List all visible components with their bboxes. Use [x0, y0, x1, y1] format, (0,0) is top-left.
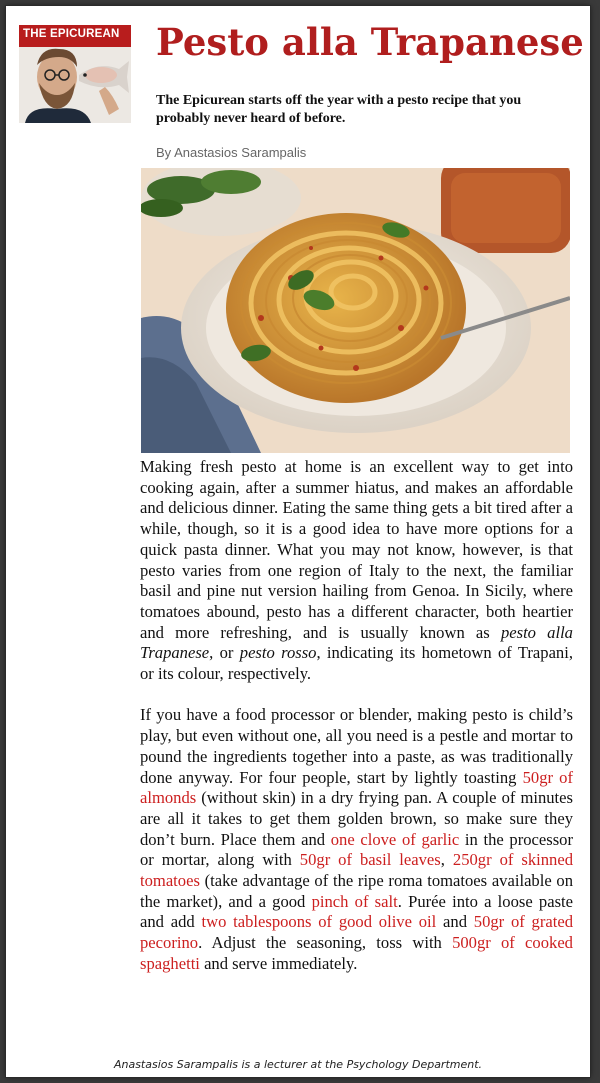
- text-run: If you have a food processor or blender, making pesto is child’s play, but even without one, all you need is a pestle and mortar to pound the ingredients together into a paste, as was traditionally done anyway. For four people, start by lightly toasting: [140, 705, 573, 787]
- hero-image: [141, 168, 570, 453]
- ingredient-tomatoes: 250gr of skinned tomatoes: [140, 850, 573, 891]
- article-body: [140, 457, 573, 995]
- text-run: in the processor or mortar, along with: [140, 829, 573, 870]
- ingredient-almonds: 50gr of almonds: [140, 767, 574, 808]
- italic-term: pesto alla Trapanese: [140, 622, 573, 663]
- paragraph-recipe: [140, 705, 573, 974]
- column-logo: [19, 25, 131, 123]
- text-run: and: [436, 912, 474, 932]
- text-run: , or: [209, 643, 240, 663]
- text-run: (without skin) in a dry frying pan. A couple of minutes are all it takes to get them golden brown, so make sure they don’t burn. Place them and: [140, 788, 573, 849]
- text-run: Making fresh pesto at home is an excellent way to get into cooking again, after a summer hiatus, and makes an affordable and delicious dinner. Eating the same thing gets a bit tired after a while, though, so it is a good idea to have more options for a quick pasta dinner. What you may not know, however, is that pesto varies from one region of Italy to the next, the familiar basil and pine nut version hailing from Genoa. In Sicily, where tomatoes abound, pesto has a different character, both heartier and more refreshing, and is usually known as: [140, 457, 573, 642]
- article-byline: By Anastasios Sarampalis: [156, 145, 307, 160]
- ingredient-pecorino: 50gr of grated pecorino: [140, 912, 574, 953]
- ingredient-garlic: one clove of garlic: [330, 829, 460, 849]
- text-run: . Purée into a loose paste and add: [140, 891, 574, 932]
- text-run: ,: [440, 850, 453, 870]
- text-run: . Adjust the seasoning, toss with: [198, 933, 453, 953]
- text-run: , indicating its hometown of Trapani, or its colour, respectively.: [140, 643, 573, 684]
- article-title: Pesto alla Trapanese: [156, 20, 584, 64]
- article-subtitle: The Epicurean starts off the year with a pesto recipe that you probably never heard of before.: [156, 93, 522, 126]
- article-page: [6, 6, 590, 1077]
- spaghetti-pesto-illustration: [141, 168, 570, 453]
- ingredient-basil: 50gr of basil leaves: [299, 850, 441, 870]
- text-run: (take advantage of the ripe roma tomatoes available on the market), and a good: [140, 871, 573, 911]
- column-name: THE EPICUREAN: [23, 28, 120, 40]
- text-run: and serve immediately.: [199, 953, 358, 973]
- ingredient-olive-oil: two tablespoons of good olive oil: [201, 912, 437, 932]
- ingredient-spaghetti: 500gr of cooked spaghetti: [140, 933, 573, 973]
- author-footnote: Anastasios Sarampalis is a lecturer at the Psychology Department.: [113, 1058, 483, 1071]
- italic-term: pesto rosso: [239, 643, 317, 663]
- paragraph-intro: [140, 457, 573, 685]
- ingredient-salt: pinch of salt: [311, 891, 398, 911]
